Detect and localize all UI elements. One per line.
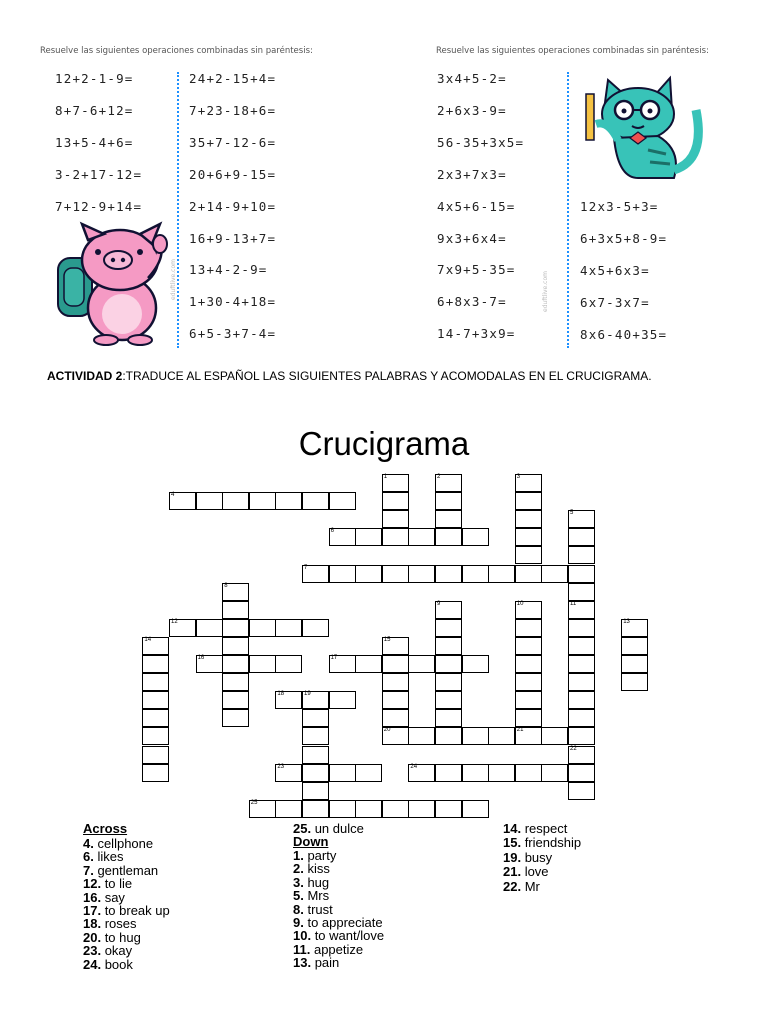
down-header: Down bbox=[293, 834, 329, 849]
exercise-item: 7+12-9+14= bbox=[55, 198, 143, 214]
clue-item-text: to break up bbox=[101, 903, 170, 918]
clue-item bbox=[503, 836, 581, 849]
right-watermark: eduftlive.com bbox=[542, 271, 549, 312]
crossword-cell[interactable] bbox=[382, 673, 409, 691]
crossword-cell[interactable] bbox=[355, 655, 382, 673]
crossword-cell[interactable] bbox=[408, 800, 435, 818]
crossword-cell[interactable] bbox=[568, 546, 595, 564]
crossword-cell[interactable] bbox=[568, 655, 595, 673]
clue-item-number: 12. bbox=[83, 876, 102, 892]
exercise-item: 2+14-9+10= bbox=[189, 198, 277, 214]
clue-item bbox=[293, 916, 383, 929]
clue-number: 1 bbox=[383, 474, 388, 480]
crossword-cell[interactable] bbox=[249, 800, 276, 818]
crossword-cell[interactable] bbox=[568, 691, 595, 709]
activity-text: :TRADUCE AL ESPAÑOL LAS SIGUIENTES PALABRAS Y ACOMODALAS EN EL CRUCIGRAMA. bbox=[122, 369, 652, 383]
clue-item bbox=[293, 862, 330, 875]
clue-item-number: 19. bbox=[503, 849, 522, 865]
crossword-cell[interactable] bbox=[435, 601, 462, 619]
crossword-cell[interactable] bbox=[302, 727, 329, 745]
crossword-cell[interactable] bbox=[142, 637, 169, 655]
crossword-cell[interactable] bbox=[222, 583, 249, 601]
clue-item-number: 14. bbox=[503, 821, 522, 836]
clue-item-text: party bbox=[303, 848, 337, 863]
clue-item bbox=[293, 903, 333, 916]
crossword-cell[interactable] bbox=[462, 800, 489, 818]
clue-item-text: to appreciate bbox=[303, 915, 383, 930]
exercise-item: 9x3+6x4= bbox=[437, 230, 507, 246]
crossword-cell[interactable] bbox=[382, 800, 409, 818]
right-instructions: Resuelve las siguientes operaciones combinadas sin paréntesis: bbox=[436, 46, 709, 56]
exercise-item: 8x6-40+35= bbox=[580, 326, 668, 342]
crossword-cell[interactable] bbox=[435, 474, 462, 492]
crossword-cell[interactable] bbox=[382, 510, 409, 528]
clue-item bbox=[293, 929, 384, 942]
crossword-cell[interactable] bbox=[435, 691, 462, 709]
clue-number: 25 bbox=[250, 799, 258, 806]
exercise-item: 14-7+3x9= bbox=[437, 326, 516, 342]
exercise-item: 13+5-4+6= bbox=[55, 134, 134, 150]
clue-number: 20 bbox=[383, 727, 391, 734]
clue-item bbox=[83, 958, 133, 971]
exercise-item: 16+9-13+7= bbox=[189, 230, 277, 246]
clue-item-text: okay bbox=[101, 943, 133, 959]
crossword-cell[interactable] bbox=[382, 637, 409, 655]
exercise-item: 12x3-5+3= bbox=[580, 199, 659, 214]
clue-item bbox=[83, 864, 158, 877]
crossword-cell[interactable] bbox=[541, 727, 568, 745]
crossword-cell[interactable] bbox=[568, 727, 595, 745]
crossword-cell[interactable] bbox=[515, 546, 542, 564]
left-instructions: Resuelve las siguientes operaciones combinadas sin paréntesis: bbox=[40, 46, 313, 56]
crossword-cell[interactable] bbox=[568, 782, 595, 800]
clue-item-text: likes bbox=[93, 849, 124, 865]
exercise-item: 24+2-15+4= bbox=[189, 71, 277, 86]
crossword-cell[interactable] bbox=[302, 709, 329, 727]
crossword-cell[interactable] bbox=[382, 727, 409, 745]
clue-number: 24 bbox=[410, 763, 418, 770]
crossword-cell[interactable] bbox=[408, 727, 435, 745]
clue-item-number: 8. bbox=[293, 901, 304, 917]
crossword-cell[interactable] bbox=[275, 655, 302, 673]
clue-item-text: hug bbox=[303, 874, 330, 890]
clue-item-text: say bbox=[101, 889, 125, 905]
clue-number: 18 bbox=[277, 691, 285, 698]
crossword-cell[interactable] bbox=[435, 637, 462, 655]
crossword-cell[interactable] bbox=[142, 691, 169, 709]
crossword-cell[interactable] bbox=[222, 492, 249, 510]
clue-item-text: to lie bbox=[101, 876, 133, 892]
crossword-cell[interactable] bbox=[142, 727, 169, 745]
clue-item-number: 22. bbox=[503, 878, 522, 894]
crossword-cell[interactable] bbox=[488, 764, 515, 782]
crossword-cell[interactable] bbox=[541, 764, 568, 782]
clue-number: 5 bbox=[570, 510, 574, 517]
clue-number: 17 bbox=[330, 655, 338, 661]
across-header: Across bbox=[83, 821, 128, 836]
clue-number: 13 bbox=[623, 618, 630, 625]
crossword-cell[interactable] bbox=[222, 637, 249, 655]
crossword-cell[interactable] bbox=[621, 655, 648, 673]
clue-number: 19 bbox=[304, 691, 311, 698]
crossword-cell[interactable] bbox=[249, 619, 276, 637]
clue-item-number: 11. bbox=[293, 941, 311, 957]
clue-item bbox=[83, 850, 123, 863]
crossword-cell[interactable] bbox=[302, 565, 329, 583]
crossword-cell[interactable] bbox=[435, 727, 462, 745]
crossword-cell[interactable] bbox=[462, 727, 489, 745]
clue-item-number: 17. bbox=[83, 903, 102, 918]
clue-item-number: 23. bbox=[83, 943, 102, 959]
exercise-item: 3-2+17-12= bbox=[55, 166, 143, 182]
crossword-cell[interactable] bbox=[222, 709, 249, 727]
crossword-cell[interactable] bbox=[515, 565, 542, 583]
crossword-cell[interactable] bbox=[515, 691, 542, 709]
crossword-cell[interactable] bbox=[568, 528, 595, 546]
clue-item bbox=[83, 931, 141, 944]
crossword-cell[interactable] bbox=[515, 601, 542, 619]
exercise-item: 35+7-12-6= bbox=[189, 134, 277, 150]
crossword-cell[interactable] bbox=[621, 619, 648, 637]
clue-number: 15 bbox=[383, 636, 391, 643]
cat-illustration bbox=[578, 70, 708, 182]
clue-item-number: 20. bbox=[83, 929, 102, 945]
clue-number: 4 bbox=[171, 492, 175, 499]
clue-number: 10 bbox=[516, 600, 524, 607]
crossword-cell[interactable] bbox=[275, 619, 302, 637]
clue-item-text: trust bbox=[303, 901, 333, 917]
crossword-cell[interactable] bbox=[435, 528, 462, 546]
crossword-cell[interactable] bbox=[302, 619, 329, 637]
crossword-cell[interactable] bbox=[515, 637, 542, 655]
crossword-cell[interactable] bbox=[329, 800, 356, 818]
crossword-cell[interactable] bbox=[329, 764, 356, 782]
clue-number: 16 bbox=[197, 655, 205, 661]
crossword-cell[interactable] bbox=[302, 800, 329, 818]
crossword-cell[interactable] bbox=[382, 528, 409, 546]
crossword-cell[interactable] bbox=[222, 601, 249, 619]
crossword-cell[interactable] bbox=[196, 619, 223, 637]
crossword-title: Crucigrama bbox=[298, 425, 470, 462]
clue-item-text: respect bbox=[521, 821, 568, 836]
clue-item-text: un dulce bbox=[311, 821, 364, 836]
exercise-item: 6+5-3+7-4= bbox=[189, 326, 277, 342]
crossword-cell[interactable] bbox=[568, 619, 595, 637]
clue-item bbox=[503, 851, 552, 864]
crossword-cell[interactable] bbox=[568, 583, 595, 601]
left-watermark: eduftlive.com bbox=[170, 259, 177, 300]
crossword-cell[interactable] bbox=[568, 709, 595, 727]
exercise-item: 7x9+5-35= bbox=[437, 262, 516, 278]
crossword-cell[interactable] bbox=[488, 565, 515, 583]
crossword-cell[interactable] bbox=[435, 565, 462, 583]
crossword-cell[interactable] bbox=[222, 619, 249, 637]
exercise-item: 6+3x5+8-9= bbox=[580, 230, 668, 246]
crossword-cell[interactable] bbox=[142, 764, 169, 782]
crossword-cell[interactable] bbox=[275, 691, 302, 709]
crossword-cell[interactable] bbox=[568, 764, 595, 782]
exercise-item: 4x5+6-15= bbox=[437, 198, 516, 214]
crossword-cell[interactable] bbox=[302, 492, 329, 510]
clue-number: 3 bbox=[516, 474, 521, 480]
clue-number: 22 bbox=[570, 745, 577, 752]
clue-item-text: gentleman bbox=[93, 862, 159, 878]
clue-item bbox=[293, 849, 336, 862]
exercise-item: 56-35+3x5= bbox=[437, 134, 525, 150]
crossword-cell[interactable] bbox=[462, 655, 489, 673]
clue-item-text: love bbox=[521, 864, 549, 880]
crossword-cell[interactable] bbox=[515, 727, 542, 745]
crossword-cell[interactable] bbox=[568, 673, 595, 691]
clue-item-number: 1. bbox=[293, 848, 304, 863]
clue-item-number: 4. bbox=[83, 836, 94, 851]
crossword-cell[interactable] bbox=[435, 655, 462, 673]
crossword-cell[interactable] bbox=[435, 619, 462, 637]
crossword-cell[interactable] bbox=[462, 764, 489, 782]
crossword-cell[interactable] bbox=[382, 474, 409, 492]
clue-item-text: cellphone bbox=[93, 836, 154, 851]
crossword-cell[interactable] bbox=[355, 764, 382, 782]
clue-item-text: Mr bbox=[521, 878, 540, 894]
crossword-cell[interactable] bbox=[435, 492, 462, 510]
crossword-cell[interactable] bbox=[302, 782, 329, 800]
clue-number: 8 bbox=[224, 582, 228, 589]
crossword-cell[interactable] bbox=[329, 492, 356, 510]
crossword-cell[interactable] bbox=[435, 709, 462, 727]
clue-item-number: 3. bbox=[293, 874, 304, 890]
crossword-cell[interactable] bbox=[515, 764, 542, 782]
clue-item bbox=[293, 876, 329, 889]
crossword-cell[interactable] bbox=[621, 673, 648, 691]
crossword-cell[interactable] bbox=[568, 746, 595, 764]
crossword-cell[interactable] bbox=[435, 800, 462, 818]
pig-illustration bbox=[48, 218, 174, 346]
exercise-item: 20+6+9-15= bbox=[189, 166, 277, 182]
clue-number: 11 bbox=[570, 600, 577, 607]
crossword-cell[interactable] bbox=[462, 565, 489, 583]
clue-item-number: 25. bbox=[293, 821, 312, 836]
crossword-cell[interactable] bbox=[621, 637, 648, 655]
clue-item-number: 9. bbox=[293, 915, 304, 930]
clue-item bbox=[293, 956, 339, 969]
crossword-cell[interactable] bbox=[408, 528, 435, 546]
activity-label: ACTIVIDAD 2 bbox=[47, 369, 123, 383]
clue-item bbox=[83, 877, 132, 890]
crossword-cell[interactable] bbox=[515, 709, 542, 727]
clue-item-number: 5. bbox=[293, 888, 304, 904]
crossword-cell[interactable] bbox=[515, 619, 542, 637]
crossword-cell[interactable] bbox=[302, 764, 329, 782]
crossword-cell[interactable] bbox=[435, 764, 462, 782]
clue-number: 9 bbox=[437, 600, 441, 607]
crossword-cell[interactable] bbox=[382, 492, 409, 510]
exercise-item: 7+23-18+6= bbox=[189, 102, 277, 118]
clue-item-text: roses bbox=[101, 916, 137, 932]
crossword-cell[interactable] bbox=[515, 510, 542, 528]
crossword-cell[interactable] bbox=[408, 764, 435, 782]
clue-number: 21 bbox=[516, 727, 524, 734]
crossword-cell[interactable] bbox=[196, 492, 223, 510]
crossword-cell[interactable] bbox=[435, 673, 462, 691]
clue-item-text: Mrs bbox=[303, 888, 330, 904]
clue-number: 12 bbox=[171, 618, 178, 625]
exercise-item: 13+4-2-9= bbox=[189, 262, 268, 278]
crossword-cell[interactable] bbox=[275, 492, 302, 510]
clue-item bbox=[503, 880, 540, 893]
exercise-item: 1+30-4+18= bbox=[189, 294, 277, 310]
crossword-cell[interactable] bbox=[541, 565, 568, 583]
crossword-cell[interactable] bbox=[462, 528, 489, 546]
clue-item bbox=[83, 944, 132, 957]
clue-item-text: pain bbox=[311, 955, 340, 971]
clue-item bbox=[83, 904, 170, 917]
clue-item-number: 2. bbox=[293, 861, 304, 877]
clue-item-number: 7. bbox=[83, 862, 94, 878]
crossword-cell[interactable] bbox=[568, 601, 595, 619]
crossword-cell[interactable] bbox=[222, 691, 249, 709]
clue-number: 2 bbox=[437, 474, 441, 480]
crossword-cell[interactable] bbox=[275, 764, 302, 782]
crossword-cell[interactable] bbox=[355, 800, 382, 818]
crossword-cell[interactable] bbox=[329, 528, 356, 546]
crossword-cell[interactable] bbox=[302, 691, 329, 709]
clue-item bbox=[83, 891, 125, 904]
clue-item-number: 21. bbox=[503, 864, 522, 880]
crossword-cell[interactable] bbox=[249, 492, 276, 510]
clue-item-number: 10. bbox=[293, 928, 312, 944]
crossword-cell[interactable] bbox=[408, 655, 435, 673]
exercise-item: 2x3+7x3= bbox=[437, 166, 507, 182]
clue-item-number: 6. bbox=[83, 849, 94, 865]
exercise-item: 12+2-1-9= bbox=[55, 71, 134, 86]
activity-2-instruction bbox=[47, 369, 652, 383]
clue-item-text: friendship bbox=[521, 835, 582, 851]
crossword-cell[interactable] bbox=[382, 565, 409, 583]
crossword-cell[interactable] bbox=[142, 709, 169, 727]
clue-number: 7 bbox=[304, 564, 308, 571]
crossword-cell[interactable] bbox=[169, 619, 196, 637]
crossword-cell[interactable] bbox=[568, 565, 595, 583]
clue-item-text: appetize bbox=[310, 941, 364, 957]
clue-item-text: to want/love bbox=[311, 928, 385, 944]
clue-item-number: 16. bbox=[83, 889, 102, 905]
clue-item bbox=[83, 917, 136, 930]
clue-number: 23 bbox=[277, 763, 285, 770]
clue-item-number: 24. bbox=[83, 956, 102, 972]
crossword-cell[interactable] bbox=[568, 637, 595, 655]
clue-number: 6 bbox=[330, 528, 334, 535]
crossword-cell[interactable] bbox=[488, 727, 515, 745]
exercise-item: 4x5+6x3= bbox=[580, 262, 650, 278]
crossword-cell[interactable] bbox=[249, 655, 276, 673]
crossword-cell[interactable] bbox=[515, 673, 542, 691]
clue-item-text: book bbox=[101, 956, 133, 972]
crossword-cell[interactable] bbox=[329, 655, 356, 673]
crossword-cell[interactable] bbox=[169, 492, 196, 510]
crossword-cell[interactable] bbox=[515, 528, 542, 546]
crossword-cell[interactable] bbox=[408, 565, 435, 583]
clue-item bbox=[293, 889, 329, 902]
crossword-cell[interactable] bbox=[355, 565, 382, 583]
clue-item bbox=[503, 865, 549, 878]
crossword-cell[interactable] bbox=[382, 709, 409, 727]
crossword-cell[interactable] bbox=[302, 746, 329, 764]
crossword-cell[interactable] bbox=[196, 655, 223, 673]
crossword-cell[interactable] bbox=[142, 673, 169, 691]
clue-item bbox=[293, 943, 363, 956]
exercise-item: 6x7-3x7= bbox=[580, 294, 650, 310]
clue-item bbox=[503, 822, 567, 835]
crossword-cell[interactable] bbox=[382, 691, 409, 709]
clue-item-text: busy bbox=[521, 849, 553, 865]
crossword-cell[interactable] bbox=[515, 492, 542, 510]
crossword-cell[interactable] bbox=[515, 474, 542, 492]
crossword-cell[interactable] bbox=[329, 691, 356, 709]
exercise-item: 8+7-6+12= bbox=[55, 102, 134, 118]
left-divider-dots bbox=[177, 72, 179, 348]
crossword-cell[interactable] bbox=[142, 746, 169, 764]
clue-item-text: kiss bbox=[303, 861, 330, 877]
crossword-cell[interactable] bbox=[222, 655, 249, 673]
clue-item-number: 15. bbox=[503, 835, 522, 851]
clue-number: 14 bbox=[144, 636, 152, 643]
crossword-cell[interactable] bbox=[435, 510, 462, 528]
crossword-cell[interactable] bbox=[275, 800, 302, 818]
exercise-item: 3x4+5-2= bbox=[437, 71, 507, 86]
crossword-cell[interactable] bbox=[568, 510, 595, 528]
clue-item-text: to hug bbox=[101, 929, 141, 945]
right-divider-dots bbox=[567, 72, 569, 348]
crossword-cell[interactable] bbox=[515, 655, 542, 673]
crossword-cell[interactable] bbox=[329, 565, 356, 583]
clue-item bbox=[83, 837, 153, 850]
clue-item-number: 13. bbox=[293, 955, 312, 971]
crossword-cell[interactable] bbox=[355, 528, 382, 546]
exercise-item: 6+8x3-7= bbox=[437, 294, 507, 310]
clue-item-number: 18. bbox=[83, 916, 102, 932]
crossword-cell[interactable] bbox=[222, 673, 249, 691]
exercise-item: 2+6x3-9= bbox=[437, 102, 507, 118]
crossword-cell[interactable] bbox=[142, 655, 169, 673]
crossword-cell[interactable] bbox=[382, 655, 409, 673]
